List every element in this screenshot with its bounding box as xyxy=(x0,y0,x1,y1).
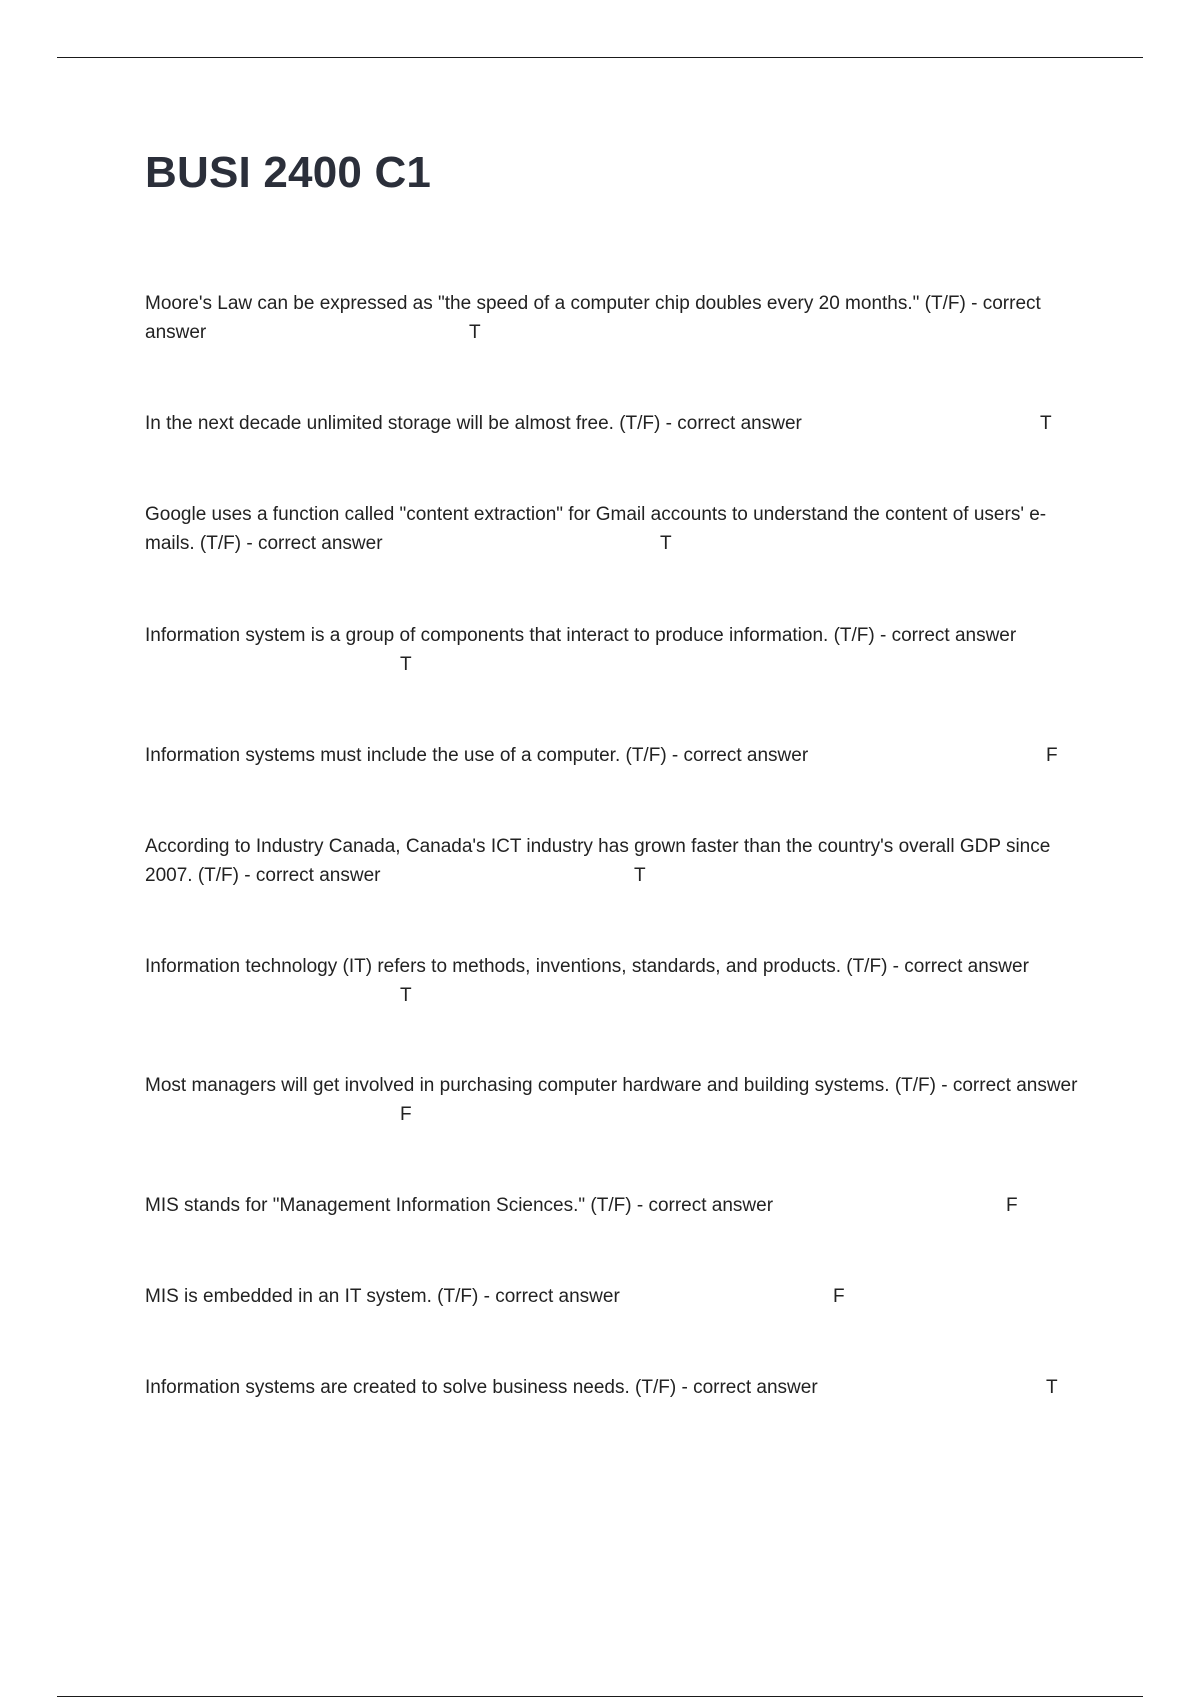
qa-item xyxy=(145,741,1085,770)
question-text: Information system is a group of components that interact to produce information. (T/F) xyxy=(145,625,875,646)
separator: - xyxy=(666,745,684,766)
separator: - xyxy=(965,293,983,314)
qa-item xyxy=(145,832,1085,890)
answer-value: T xyxy=(400,985,412,1006)
answer-value: T xyxy=(660,533,672,554)
qa-item xyxy=(145,1373,1085,1402)
question-text: Google uses a function called "content extraction" for Gmail accounts to understand the content of users' e-mails. (T/F) xyxy=(145,504,1047,554)
qa-list xyxy=(145,289,1085,1402)
correct-answer-label: correct answer xyxy=(257,533,383,554)
answer-value: T xyxy=(400,654,412,675)
correct-answer-label: correct answer xyxy=(952,1075,1078,1096)
qa-item xyxy=(145,1191,1085,1220)
top-rule xyxy=(57,57,1143,58)
qa-item xyxy=(145,952,1085,1010)
qa-item xyxy=(145,621,1085,679)
question-text: MIS stands for "Management Information Sciences." (T/F) xyxy=(145,1195,632,1216)
correct-answer-label: correct answer xyxy=(891,625,1017,646)
page-title: BUSI 2400 C1 xyxy=(145,148,432,197)
correct-answer-label: correct answer xyxy=(904,956,1029,977)
question-text: In the next decade unlimited storage will be almost free. (T/F) xyxy=(145,413,661,434)
correct-answer-label: correct answer xyxy=(145,293,1047,343)
correct-answer-label: correct answer xyxy=(677,413,802,434)
correct-answer-label: correct answer xyxy=(693,1377,818,1398)
question-text: Most managers will get involved in purchasing computer hardware and building systems. (T/F) xyxy=(145,1075,936,1096)
question-text: Information systems are created to solve business needs. (T/F) xyxy=(145,1377,677,1398)
question-text: MIS is embedded in an IT system. (T/F) xyxy=(145,1286,479,1307)
question-text: Information technology (IT) refers to methods, inventions, standards, and products. (T/F) xyxy=(145,956,888,977)
answer-value: F xyxy=(1046,745,1058,766)
separator: - xyxy=(478,1286,496,1307)
correct-answer-label: correct answer xyxy=(495,1286,620,1307)
answer-value: T xyxy=(634,865,646,886)
answer-value: T xyxy=(1046,1377,1058,1398)
correct-answer-label: correct answer xyxy=(255,865,381,886)
answer-value: F xyxy=(400,1104,412,1125)
answer-value: T xyxy=(469,322,481,343)
separator: - xyxy=(241,533,258,554)
question-text: Moore's Law can be expressed as "the speed of a computer chip doubles every 20 months." (T/F) xyxy=(145,293,966,314)
separator: - xyxy=(874,625,892,646)
separator: - xyxy=(887,956,905,977)
bottom-rule xyxy=(57,1696,1143,1697)
question-text: Information systems must include the use of a computer. (T/F) xyxy=(145,745,667,766)
question-text: According to Industry Canada, Canada's ICT industry has grown faster than the country's overall GDP since 2007. (T/F) xyxy=(145,836,1056,886)
qa-item xyxy=(145,289,1085,347)
qa-item xyxy=(145,500,1085,558)
separator: - xyxy=(660,413,678,434)
correct-answer-label: correct answer xyxy=(683,745,809,766)
separator: - xyxy=(631,1195,649,1216)
separator: - xyxy=(935,1075,953,1096)
separator: - xyxy=(676,1377,694,1398)
qa-item xyxy=(145,1282,1085,1311)
answer-value: F xyxy=(1006,1195,1018,1216)
correct-answer-label: correct answer xyxy=(648,1195,774,1216)
qa-item xyxy=(145,409,1085,438)
answer-value: F xyxy=(833,1286,845,1307)
separator: - xyxy=(238,865,256,886)
answer-value: T xyxy=(1040,413,1052,434)
qa-item xyxy=(145,1071,1085,1129)
